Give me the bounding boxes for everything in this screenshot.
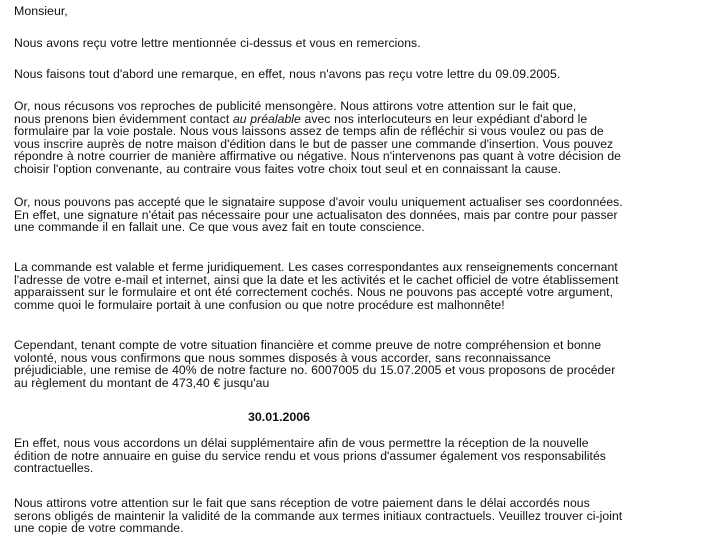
paragraph-line: répondre à notre courrier de manière affirmative ou négative. Nous n'intervenons pas quant à votre décision de [14, 149, 621, 164]
text-run: nous prenons bien évidemment contact [14, 111, 233, 126]
text-run: avec nos interlocuteurs en leur expédiant d'abord le [300, 111, 588, 126]
paragraph-line: En effet, nous vous accordons un délai supplémentaire afin de vous permettre la réception de la nouvelle [14, 436, 589, 450]
paragraph-line: Or, nous pouvons pas accepté que le signataire suppose d'avoir voulu uniquement actualiser ses coordonnées. [14, 195, 623, 209]
paragraph-line: choisir l'option convenante, au contraire vous faites votre choix tout seul et en connaissant la cause. [14, 161, 562, 176]
paragraph-line: Nous avons reçu votre lettre mentionnée ci-dessus et vous en remercions. [14, 36, 421, 50]
paragraph-line: Or, nous récusons vos reproches de publicité mensongère. Nous attirons votre attention sur le fait que, [14, 99, 577, 113]
paragraph-line: Nous faisons tout d'abord une remarque, en effet, nous n'avons pas reçu votre lettre du 09.09.2005. [14, 67, 561, 81]
paragraph-line: En effet, une signature n'était pas nécessaire pour une actualisaton des données, mais par contre pour passer [14, 207, 618, 222]
paragraph-line: Nous attirons votre attention sur le fait que sans réception de votre paiement dans le délai accordés nous [14, 496, 590, 510]
paragraph-line: vous inscrire auprès de notre maison d'édition dans le but de passer une commande d'insertion. Vous pouvez [14, 136, 614, 151]
paragraph-line: l'adresse de votre e-mail et internet, ainsi que la date et les activités et le cachet officiel de votre établissement [14, 272, 619, 287]
paragraph-line: au règlement du montant de 473,40 € jusqu'au [14, 375, 270, 390]
paragraph-advertising-dispute [14, 100, 690, 176]
paragraph-line: serons obligés de maintenir la validité de la commande aux termes initiaux contractuels. Veuillez trouver ci-joint [14, 508, 623, 523]
paragraph-extension [14, 437, 690, 475]
paragraph-remark [14, 68, 690, 81]
paragraph-line: apparaissent sur le formulaire et ont été correctement cochés. Nous ne pouvons pas accepté votre argument, [14, 285, 614, 300]
paragraph-line: formulaire par la voie postale. Nous vous laissons assez de temps afin de réfléchir si vous voulez ou pas de [14, 124, 604, 139]
paragraph-order-validity [14, 261, 690, 311]
paragraph-signature [14, 196, 690, 234]
paragraph-line: préjudiciable, une remise de 40% de notre facture no. 6007005 du 15.07.2005 et vous proposons de procéder [14, 363, 616, 378]
paragraph-line: une commande il en fallait une. Ce que vous avez fait en toute conscience. [14, 220, 425, 235]
paragraph-line: volonté, nous vous confirmons que nous sommes disposés à vous accorder, sans reconnaissance [14, 350, 551, 365]
paragraph-line: comme quoi le formulaire portait à une confusion ou que notre procédure est malhonnête! [14, 297, 505, 312]
paragraph-line: une copie de votre commande. [14, 521, 184, 536]
emphasis-text: au préalable [232, 111, 301, 126]
paragraph-line: édition de notre annuaire en guise du service rendu et vous prions d'assumer également vos responsabilités [14, 448, 606, 463]
payment-deadline-date: 30.01.2006 [248, 410, 311, 424]
paragraph-line: La commande est valable et ferme juridiquement. Les cases correspondantes aux renseignements concernant [14, 260, 618, 274]
paragraph-line: Cependant, tenant compte de votre situation financière et comme preuve de notre compréhension et bonne [14, 338, 602, 352]
paragraph-thanks [14, 37, 690, 50]
paragraph-discount-offer [14, 339, 690, 389]
paragraph-line: contractuelles. [14, 461, 94, 476]
paragraph-closing-warning [14, 497, 690, 535]
salutation: Monsieur, [14, 4, 68, 18]
